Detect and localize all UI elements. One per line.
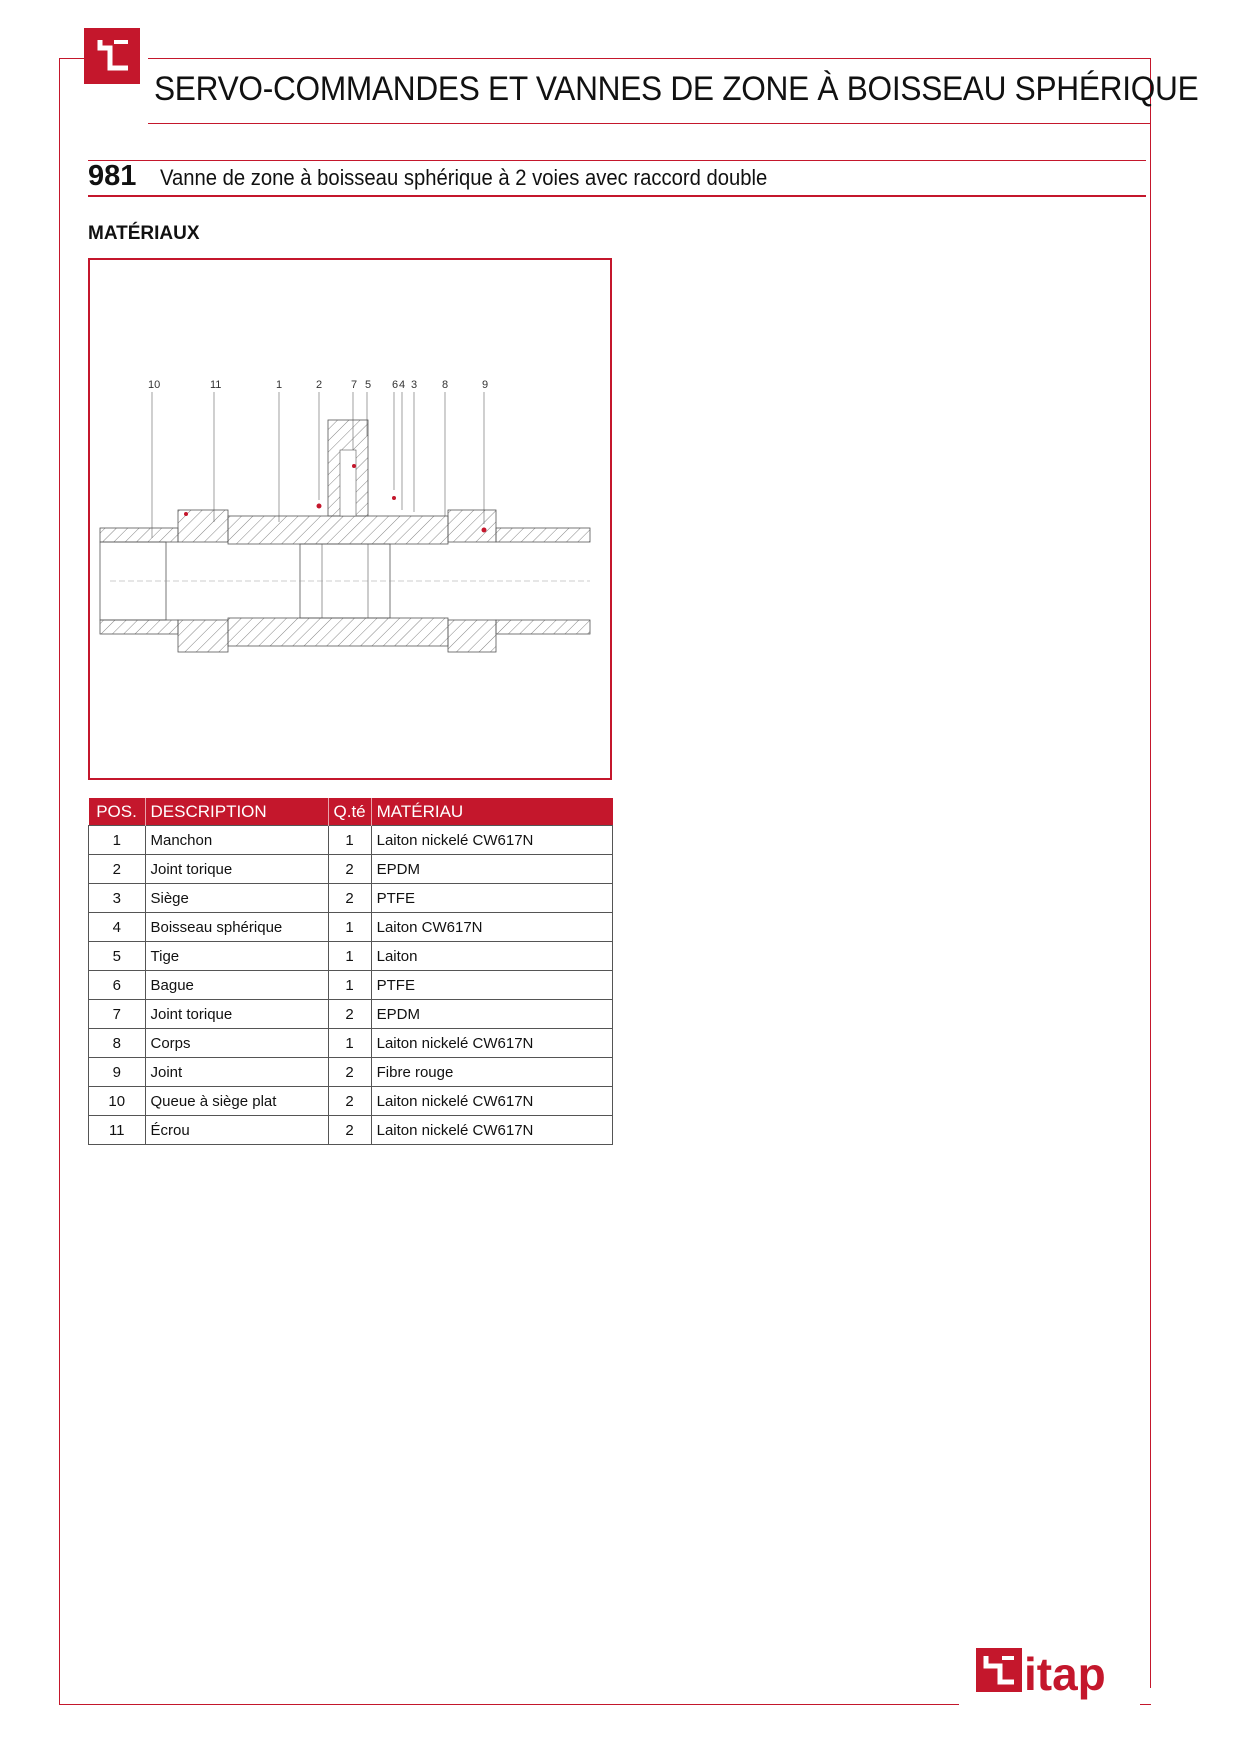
cell-description: Corps (145, 1029, 328, 1058)
cell-qty: 1 (328, 826, 371, 855)
cell-material: EPDM (371, 1000, 612, 1029)
product-bottom-line (88, 195, 1146, 197)
cell-material: EPDM (371, 855, 612, 884)
frame-bottom-line (59, 1704, 959, 1705)
callout-3: 3 (411, 379, 418, 391)
cell-material: Laiton (371, 942, 612, 971)
callout-9: 9 (482, 379, 489, 391)
cell-description: Manchon (145, 826, 328, 855)
cell-pos: 11 (89, 1116, 146, 1145)
cell-material: Laiton nickelé CW617N (371, 1029, 612, 1058)
callout-4: 4 (399, 379, 406, 391)
header-pos: POS. (89, 798, 146, 826)
frame-right-line (1150, 58, 1151, 1688)
cell-description: Tige (145, 942, 328, 971)
cell-material: PTFE (371, 884, 612, 913)
page-title: SERVO-COMMANDES ET VANNES DE ZONE À BOISSEAU SPHÉRIQUE (154, 70, 1199, 108)
cell-qty: 1 (328, 913, 371, 942)
cell-pos: 9 (89, 1058, 146, 1087)
materials-table (88, 798, 613, 1145)
cell-qty: 2 (328, 1058, 371, 1087)
cell-pos: 7 (89, 1000, 146, 1029)
cell-pos: 1 (89, 826, 146, 855)
table-row (89, 855, 613, 884)
header-qty: Q.té (328, 798, 371, 826)
table-row (89, 1029, 613, 1058)
cell-description: Joint (145, 1058, 328, 1087)
cell-qty: 2 (328, 1087, 371, 1116)
valve-diagram (88, 258, 612, 780)
cell-qty: 1 (328, 942, 371, 971)
brand-logo (970, 1640, 1140, 1700)
table-row (89, 1058, 613, 1087)
callout-2: 2 (316, 379, 323, 391)
product-code: 981 (88, 160, 137, 192)
callout-7: 7 (351, 379, 358, 391)
frame-left-line (59, 58, 60, 1704)
cell-pos: 4 (89, 913, 146, 942)
valve-cross-section (90, 260, 610, 778)
table-row (89, 942, 613, 971)
cell-description: Écrou (145, 1116, 328, 1145)
table-row (89, 913, 613, 942)
frame-top-line (148, 58, 1150, 59)
cell-qty: 2 (328, 855, 371, 884)
callout-8: 8 (442, 379, 449, 391)
cell-pos: 8 (89, 1029, 146, 1058)
header-logo (84, 28, 140, 84)
cell-qty: 1 (328, 971, 371, 1000)
table-row (89, 1000, 613, 1029)
cell-qty: 2 (328, 1116, 371, 1145)
cell-material: Laiton CW617N (371, 913, 612, 942)
table-row (89, 1087, 613, 1116)
header-underline (148, 123, 1150, 124)
callout-5: 5 (365, 379, 372, 391)
product-description: Vanne de zone à boisseau sphérique à 2 voies avec raccord double (160, 165, 768, 190)
table-header-row (89, 798, 613, 826)
section-title: MATÉRIAUX (88, 223, 200, 244)
table-row (89, 826, 613, 855)
cell-qty: 2 (328, 884, 371, 913)
cell-pos: 6 (89, 971, 146, 1000)
cell-description: Joint torique (145, 855, 328, 884)
cell-pos: 3 (89, 884, 146, 913)
table-row (89, 1116, 613, 1145)
cell-qty: 1 (328, 1029, 371, 1058)
cell-material: Laiton nickelé CW617N (371, 1116, 612, 1145)
product-top-line (88, 160, 1146, 161)
cell-description: Bague (145, 971, 328, 1000)
callout-11: 11 (210, 379, 222, 391)
callout-1: 1 (276, 379, 283, 391)
frame-left-top-line (59, 58, 84, 59)
table-row (89, 971, 613, 1000)
cell-material: Laiton nickelé CW617N (371, 826, 612, 855)
header-logo-icon (84, 28, 140, 84)
cell-material: Fibre rouge (371, 1058, 612, 1087)
cell-pos: 5 (89, 942, 146, 971)
cell-pos: 2 (89, 855, 146, 884)
callout-6: 6 (392, 379, 399, 391)
cell-qty: 2 (328, 1000, 371, 1029)
cell-description: Queue à siège plat (145, 1087, 328, 1116)
cell-description: Boisseau sphérique (145, 913, 328, 942)
header-material: MATÉRIAU (371, 798, 612, 826)
cell-material: PTFE (371, 971, 612, 1000)
cell-material: Laiton nickelé CW617N (371, 1087, 612, 1116)
table-row (89, 884, 613, 913)
cell-description: Siège (145, 884, 328, 913)
itap-logo-icon (970, 1640, 1140, 1700)
cell-pos: 10 (89, 1087, 146, 1116)
brand-logo-text: itap (1024, 1648, 1106, 1700)
callout-10: 10 (148, 379, 161, 391)
cell-description: Joint torique (145, 1000, 328, 1029)
frame-bottom-right-line (1140, 1704, 1151, 1705)
header-description: DESCRIPTION (145, 798, 328, 826)
